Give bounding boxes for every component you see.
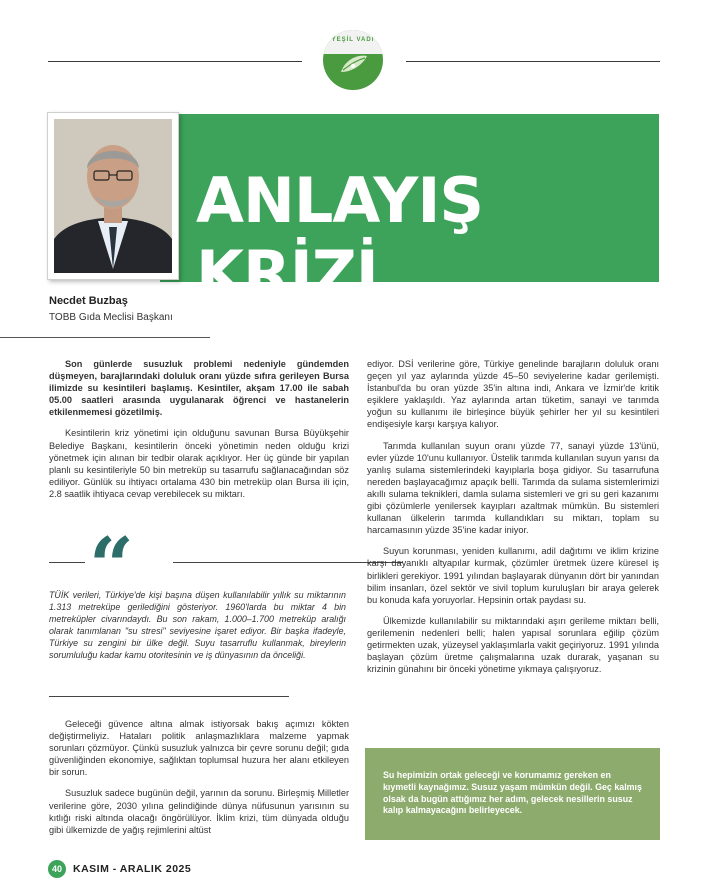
body-paragraph: Geleceği güvence altına almak istiyorsak bakış açımızı kökten değiştirmeliyiz. Hataları politik anlaşmazlıklara malzeme yapmak sorunları çözmüyor. Çünkü susuzluk yalnızca bir çevre sorunu değil; gıda güvenliğinden ekonomiye, sağlıktan toplumsal huzura her alanı etkileyen bir sorun.: [49, 719, 349, 778]
quote-text: TÜİK verileri, Türkiye'de kişi başına düşen kullanılabilir yıllık su miktarının 1.313 metreküpe gerilediğini gösteriyor. 1960'larda bu miktar 4 bin metreküpler civarındaydı. Bu son rakam, 1.000–1.700 metreküp aralığı olarak tanımlanan "su stresi" seviyesine işaret ediyor. Bir başka ifadeyle, Türkiye su zengini bir ülke değil. Suyu tasarruflu kullanmak, bireylerin sorumluluğu kadar kamu otoritesinin ve iş dünyasının da önceliği.: [49, 590, 346, 660]
lead-paragraph: Son günlerde susuzluk problemi nedeniyle gündemden düşmeyen, barajlarındaki doluluk oranı yüzde sıfıra gerileyen Bursa ilimizde su kesintileri başlamış. Kesintiler, akşam 17.00 ile sabah 05.00 saatleri arasında uygulanarak öğrenci ve hastanelerin etkilenmemesi gözetilmiş.: [49, 359, 349, 418]
page-title: ANLAYIŞ KRİZİ: [196, 164, 484, 310]
body-paragraph: Kesintilerin kriz yönetimi için olduğunu savunan Bursa Büyükşehir Belediye Başkanı, kesintilerin önceki yönetimin neden olduğu krizi yönetmek için alınan bir tedbir olarak açıklıyor. Her üç günde bir yapılan planlı su kesintileriyle 50 bin metreküp su tasarrufu sağlanacağından söz ediliyor. Günlük su ihtiyacı ortalama 430 bin metreküp olan Bursa ili için, 2.8 saatlik ihtiyaca cevap verebilecek su miktarı.: [49, 428, 349, 499]
quote-rule-bottom: [49, 696, 289, 697]
logo-text: YEŞİL VADİ: [331, 37, 375, 43]
author-divider: [0, 337, 210, 338]
callout-box: [365, 748, 660, 840]
header-rule-right: [406, 61, 660, 62]
body-paragraph: Suyun korunması, yeniden kullanımı, adil dağıtımı ve iklim krizine karşı dayanıklı altyapılar kurmak, çözümler üretmek üzere küresel iş birlikleri gerekiyor. 1991 yılından başlayarak dünyanın dört bir yanından bilim insanları, özel sektör ve sivil toplum kuruluşları bir araya gelerek bu konuda kafa yoruyorlar. Hepsinin ortak paydası su.: [367, 546, 659, 605]
body-paragraph: Tarımda kullanılan suyun oranı yüzde 77, sanayi yüzde 13'ünü, evler yüzde 10'unu kullanıyor. Üstelik tarımda kullanılan suyun yarısı da yanlış sulama sistemlerindeki kayıplarla boşa gidiyor. Su tasarrufuna nereden başlayacağımız apaçık belli. Tarımda da sulama sistemlerimizi akıllı sulama teknikleri, damla sulama sistemleri ve gri su geri kazanımı gibi çözümlerle yenilersek kayıpları azaltmak mümkün. Bu sistemleri kullanan ülkelerin tarımda kullandıkları su miktarı, toplam su harcamasının yüzde 35'ine kadar iniyor.: [367, 440, 659, 536]
left-column-bottom: [49, 718, 349, 845]
quote-rule-left: [49, 562, 85, 563]
leaf-icon: [323, 30, 383, 90]
body-paragraph: Susuzluk sadece bugünün değil, yarının da sorunu. Birleşmiş Milletler verilerine göre, 2030 yılına gelindiğinde dünya nüfusunun yarısının su kıtlığı riski altında olacağı öngörülüyor. İklim krizi, tüm dünyada olduğu gibi ülkemizde de yağış rejimlerini altüst: [49, 788, 349, 835]
portrait-image: [54, 119, 172, 273]
yesil-vadi-logo: [323, 30, 383, 90]
title-banner: [160, 114, 659, 310]
body-paragraph: Ülkemizde kullanılabilir su miktarındaki aşırı gerileme miktarı belli, gerilemenin nedenleri belli; halen yapısal sorunlara eğilip çözüm getirmekten uzak, yüzeysel yaklaşımlarla vakit geçiriyoruz. 1991 yılında başlayan çözüm üretme çalışmalarına uzak durarak, yaşanan su krizinin günahını bir önceki yönetime yıkmaya çalışıyoruz.: [367, 615, 659, 675]
body-paragraph: ediyor. DSİ verilerine göre, Türkiye genelinde barajların doluluk oranı geçen yıl yaz aylarında yüzde 45–50 seviyelerine kadar gerilemişti. İstanbul'da bu oran yüzde 35'in altına indi, Ankara ve İzmir'de kritik eşiklere yaklaşıldı. Yaz aylarında artan tüketim, sanayi ve tarımda yoğun su kullanımı ile birleşince büyük şehirler her yıl su kesintileri endişesiyle karşı karşıya kalıyor.: [367, 359, 659, 430]
page-number: 40: [48, 860, 66, 878]
quote-mark-icon: “: [89, 521, 134, 612]
author-photo: [47, 112, 179, 280]
author-title: TOBB Gıda Meclisi Başkanı: [49, 312, 173, 323]
left-column-top: [49, 358, 349, 509]
author-name: Necdet Buzbaş: [49, 295, 128, 307]
right-column: [367, 358, 659, 684]
callout-text: Su hepimizin ortak geleceği ve korumamız gereken en kıymetli kaynağımız. Susuz yaşam mümkün değil. Geç kalmış olsak da bugün attığımız her adım, gelecek nesillerin susuz kalıp kalmayacağını belirleyecek.: [383, 770, 642, 816]
issue-date: KASIM - ARALIK 2025: [73, 863, 192, 875]
header-rule-left: [48, 61, 302, 62]
